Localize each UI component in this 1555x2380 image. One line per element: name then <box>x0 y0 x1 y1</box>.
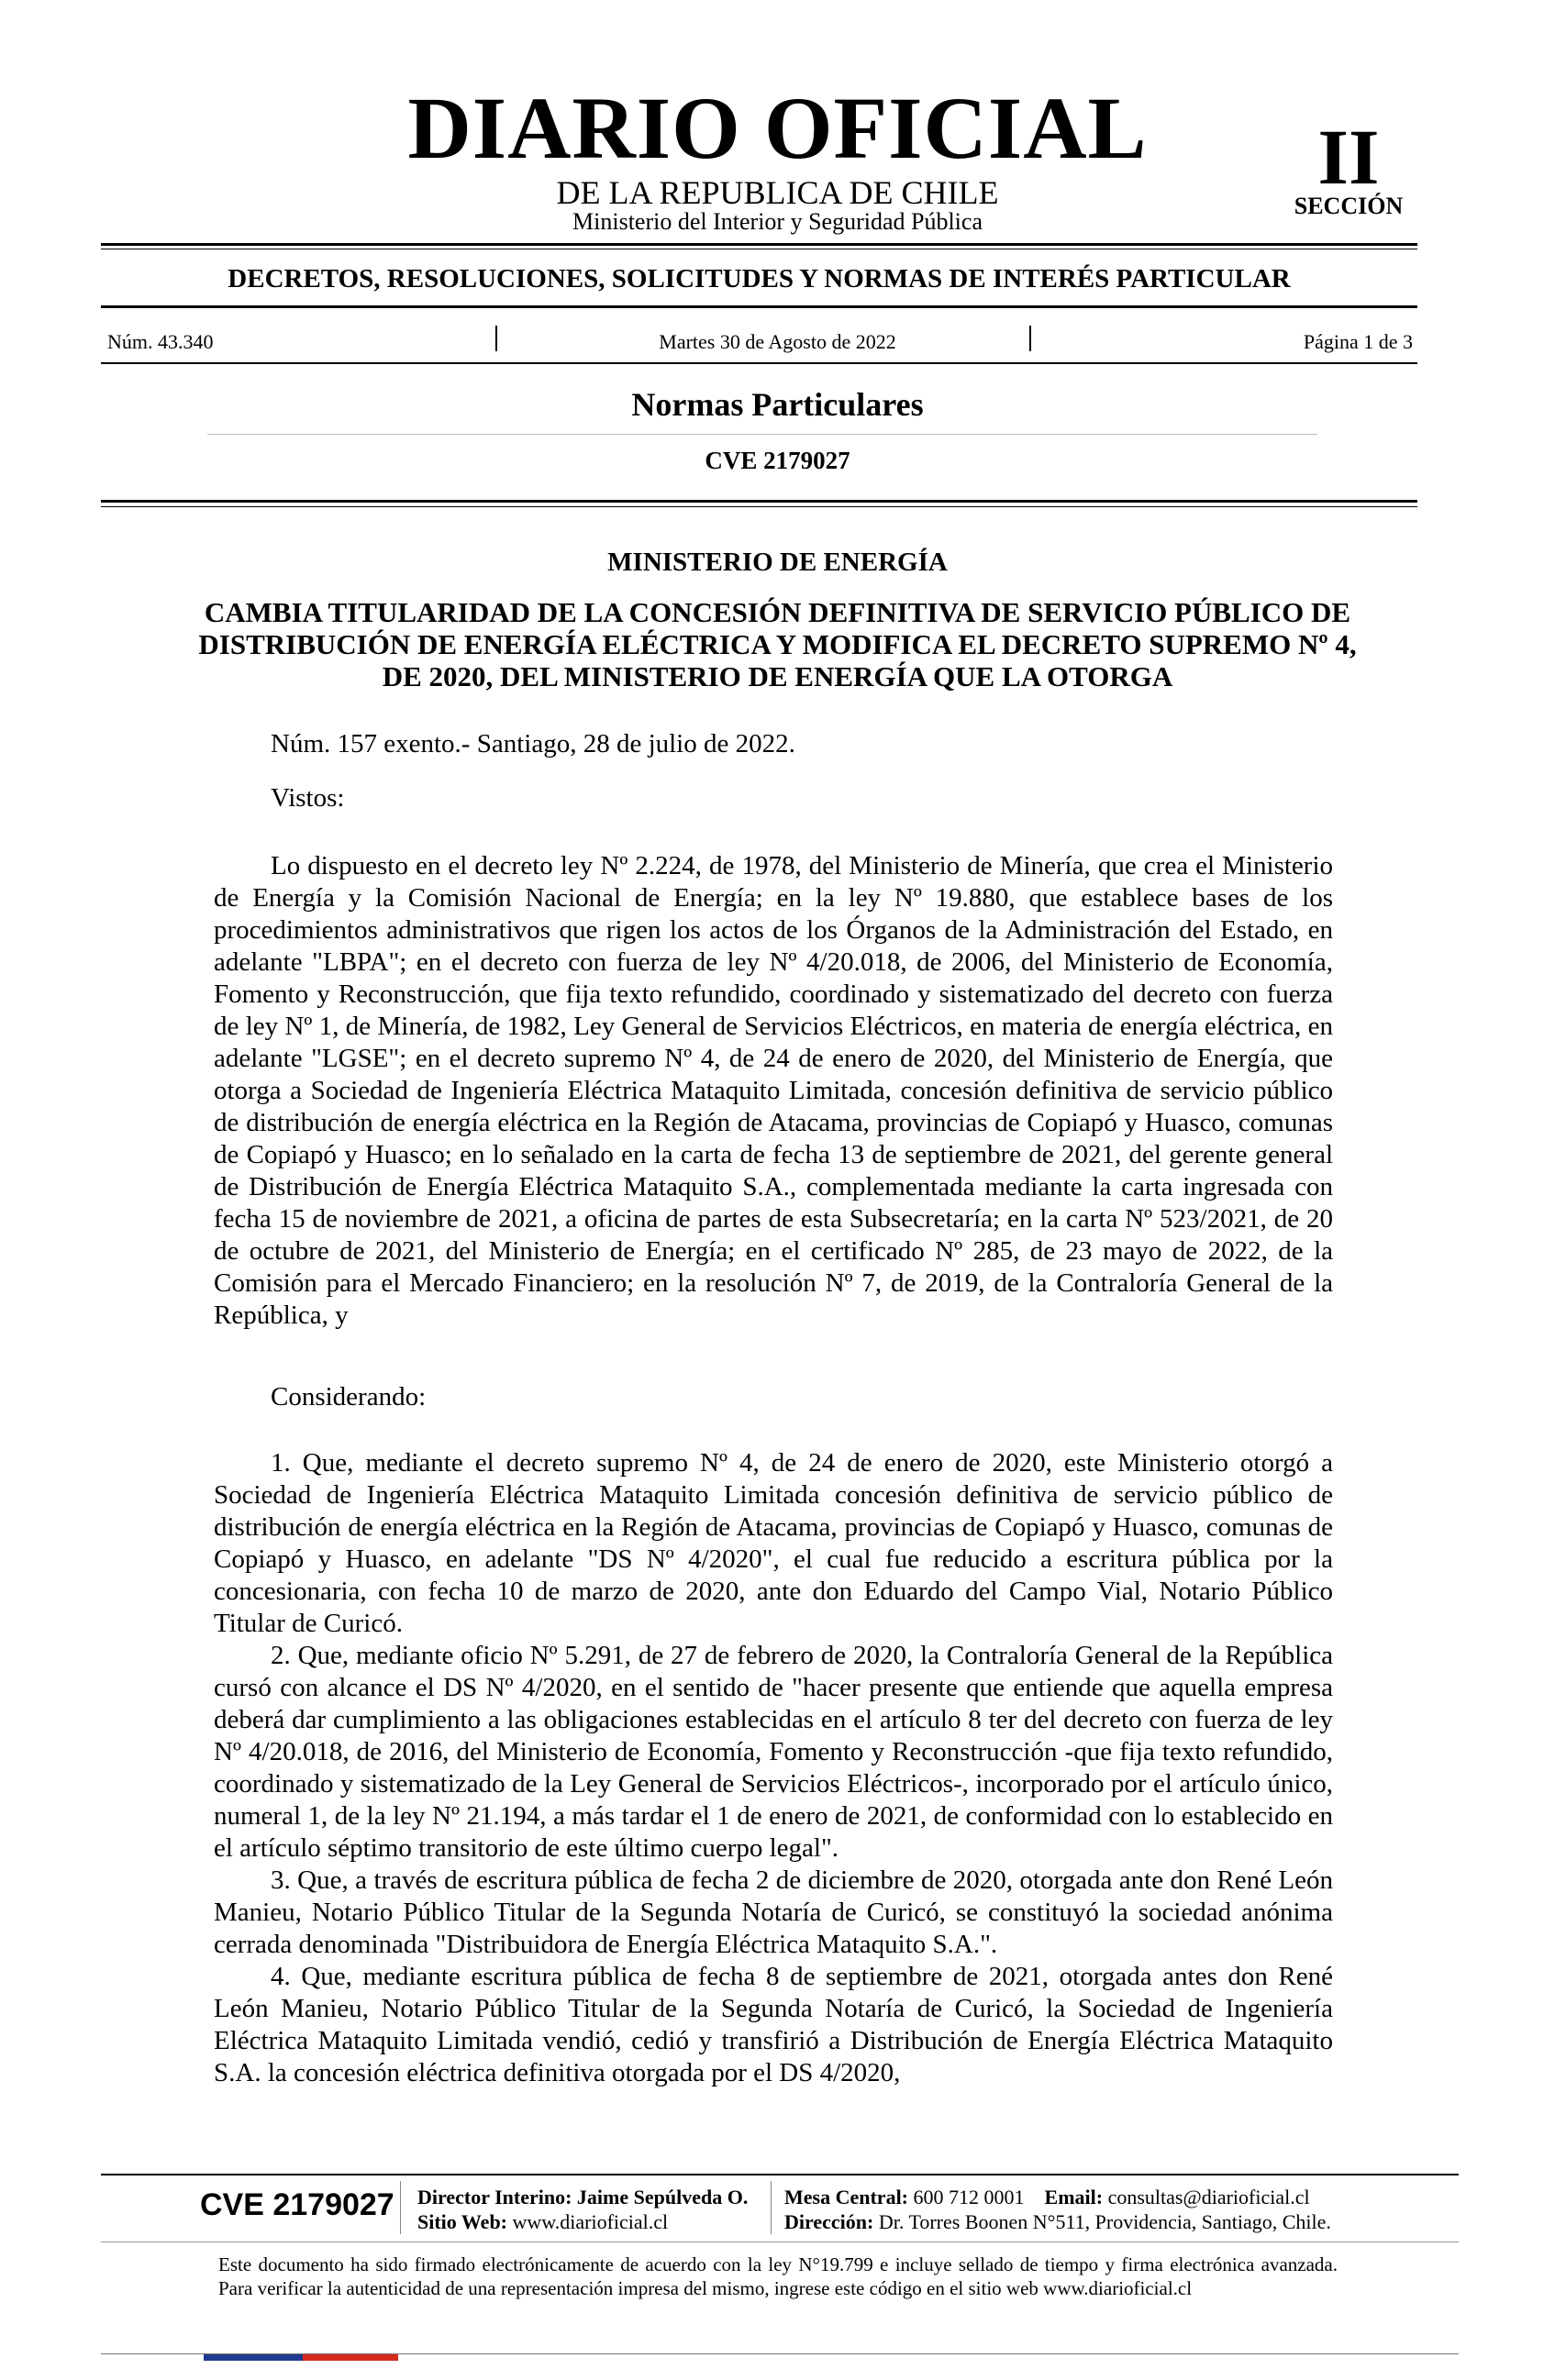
footer-director-block <box>417 2185 748 2234</box>
considerando-item: 3. Que, a través de escritura pública de fecha 2 de diciembre de 2020, otorgada ante don René León Manieu, Notario Público Titular de la Segunda Notaría de Curicó, se constituyó la sociedad anónima cerrada denominada "Distribuidora de Energía Eléctrica Mataquito S.A.". <box>214 1865 1333 1959</box>
cve-code: CVE 2179027 <box>705 447 850 474</box>
address-text: Dr. Torres Boonen N°511, Providencia, Santiago, Chile. <box>878 2210 1331 2233</box>
issue-rule <box>101 362 1417 364</box>
masthead-subtitle: DE LA REPUBLICA DE CHILE <box>556 174 999 211</box>
category-heading: DECRETOS, RESOLUCIONES, SOLICITUDES Y NORMAS DE INTERÉS PARTICULAR <box>228 264 1291 293</box>
footer-divider <box>771 2181 772 2234</box>
considerando-item: 4. Que, mediante escritura pública de fecha 8 de septiembre de 2021, otorgada antes don René León Manieu, Notario Público Titular de la Segunda Notaría de Curicó, la Sociedad de Ingeniería Eléctrica Mataquito Limitada vendió, cedió y transfirió a Distribución de Energía Eléctrica Mataquito S.A. la concesión eléctrica definitiva otorgada por el DS 4/2020, <box>214 1962 1333 2087</box>
considerando-label: Considerando: <box>271 1382 427 1411</box>
vistos-paragraph: Lo dispuesto en el decreto ley Nº 2.224, de 1978, del Ministerio de Minería, que crea el Ministerio de Energía y la Comisión Nacional de Energía; en la ley Nº 19.880, que establece bases de los procedimientos administrativos que rigen los actos de los Órganos de la Administración del Estado, en adelante "LBPA"; en el decreto con fuerza de ley Nº 4/20.018, de 2006, del Ministerio de Economía, Fomento y Reconstrucción, que fija texto refundido, coordinado y sistematizado del decreto con fuerza de ley Nº 1, de Minería, de 1982, Ley General de Servicios Eléctricos, en materia de energía eléctrica, en adelante "LGSE"; en el decreto supremo Nº 4, de 24 de enero de 2020, del Ministerio de Energía, que otorga a Sociedad de Ingeniería Eléctrica Mataquito Limitada, concesión definitiva de servicio público de distribución de energía eléctrica en la Región de Atacama, provincias de Copiapó y Huasco, comunas de Copiapó y Huasco; en lo señalado en la carta de fecha 13 de septiembre de 2021, del gerente general de Distribución de Energía Eléctrica Mataquito S.A., complementada mediante la carta ingresada con fecha 15 de noviembre de 2021, a oficina de partes de esta Subsecretaría; en la carta Nº 523/2021, de 20 de octubre de 2021, del Ministerio de Energía; en el certificado Nº 285, de 23 mayo de 2022, de la Comisión para el Mercado Financiero; en la resolución Nº 7, de 2019, de la Contraloría General de la República, y <box>214 851 1333 1330</box>
issue-separator <box>1029 326 1031 351</box>
considerando-item: 2. Que, mediante oficio Nº 5.291, de 27 de febrero de 2020, la Contraloría General de la República cursó con alcance el DS Nº 4/2020, en el sentido de "hacer presente que entiende que aquella empresa deberá dar cumplimiento a las obligaciones establecidas en el artículo 8 ter del decreto con fuerza de ley Nº 4/20.018, de 2016, del Ministerio de Economía, Fomento y Reconstrucción -que fija texto refundido, coordinado y sistematizado de la Ley General de Servicios Eléctricos-, incorporado por el artículo único, numeral 1, de la ley Nº 21.194, a más tardar el 1 de enero de 2021, de conformidad con lo establecido en el artículo séptimo transitorio de este último cuerpo legal". <box>214 1641 1333 1863</box>
category-rule <box>101 305 1417 308</box>
email-label: Email: <box>1044 2186 1104 2208</box>
email-link[interactable]: consultas@diarioficial.cl <box>1107 2186 1310 2208</box>
footer-rule-bottom <box>101 2353 1459 2354</box>
considerandos-section <box>214 1447 1333 2089</box>
website-link[interactable]: www.diarioficial.cl <box>512 2210 669 2233</box>
phone-number: 600 712 0001 <box>913 2186 1025 2208</box>
flag-bar-red <box>303 2353 398 2361</box>
issue-page: Página 1 de 3 <box>1303 330 1413 353</box>
footer-cve-code: CVE 2179027 <box>200 2187 394 2222</box>
document-headline: CAMBIA TITULARIDAD DE LA CONCESIÓN DEFINITIVA DE SERVICIO PÚBLICO DE DISTRIBUCIÓN DE ENERGÍA ELÉCTRICA Y MODIFICA EL DECRETO SUPREMO Nº 4, DE 2020, DEL MINISTERIO DE ENERGÍA QUE LA OTORGA <box>198 596 1357 692</box>
considerando-item: 1. Que, mediante el decreto supremo Nº 4, de 24 de enero de 2020, este Ministerio otorgó a Sociedad de Ingeniería Eléctrica Mataquito Limitada concesión definitiva de servicio público de distribución de energía eléctrica en la Región de Atacama, provincias de Copiapó y Huasco, comunas de Copiapó y Huasco, en adelante "DS Nº 4/2020", el cual fue reducido a escritura pública por la concesionaria, con fecha 10 de marzo de 2020, ante don Eduardo del Campo Vial, Notario Público Titular de Curicó. <box>214 1448 1333 1638</box>
section-number: II <box>1317 113 1380 201</box>
flag-bar-blue <box>204 2353 303 2361</box>
issue-number: Núm. 43.340 <box>107 330 214 353</box>
address-label: Dirección: <box>784 2210 874 2233</box>
decree-number-line: Núm. 157 exento.- Santiago, 28 de julio de 2022. <box>271 729 795 758</box>
vistos-label: Vistos: <box>271 783 345 813</box>
phone-label: Mesa Central: <box>784 2186 909 2208</box>
cve-rule-thin <box>101 506 1417 507</box>
section-title: Normas Particulares <box>631 386 924 423</box>
footer-rule-top <box>101 2174 1459 2175</box>
section-label: SECCIÓN <box>1294 193 1404 219</box>
website-label: Sitio Web: <box>417 2210 508 2233</box>
footer-contact-block <box>784 2185 1331 2234</box>
masthead-title: DIARIO OFICIAL <box>407 79 1148 177</box>
director-label: Director Interino: <box>417 2186 572 2208</box>
cve-rule <box>101 500 1417 503</box>
footer-verification-note: Este documento ha sido firmado electrónicamente de acuerdo con la ley N°19.799 e incluye sellado de tiempo y firma electrónica avanzada. Para verificar la autenticidad de una representación impresa del mismo, ingrese este código en el sitio web www.diarioficial.cl <box>218 2253 1338 2299</box>
document-ministry: MINISTERIO DE ENERGÍA <box>607 548 948 577</box>
issue-date: Martes 30 de Agosto de 2022 <box>659 330 896 353</box>
footer-divider <box>400 2181 401 2234</box>
director-name: Jaime Sepúlveda O. <box>576 2186 749 2208</box>
section-title-rule <box>207 434 1317 435</box>
masthead-rule-top <box>101 243 1417 246</box>
vistos-section <box>214 850 1333 1332</box>
masthead-ministry: Ministerio del Interior y Seguridad Pública <box>572 208 983 235</box>
